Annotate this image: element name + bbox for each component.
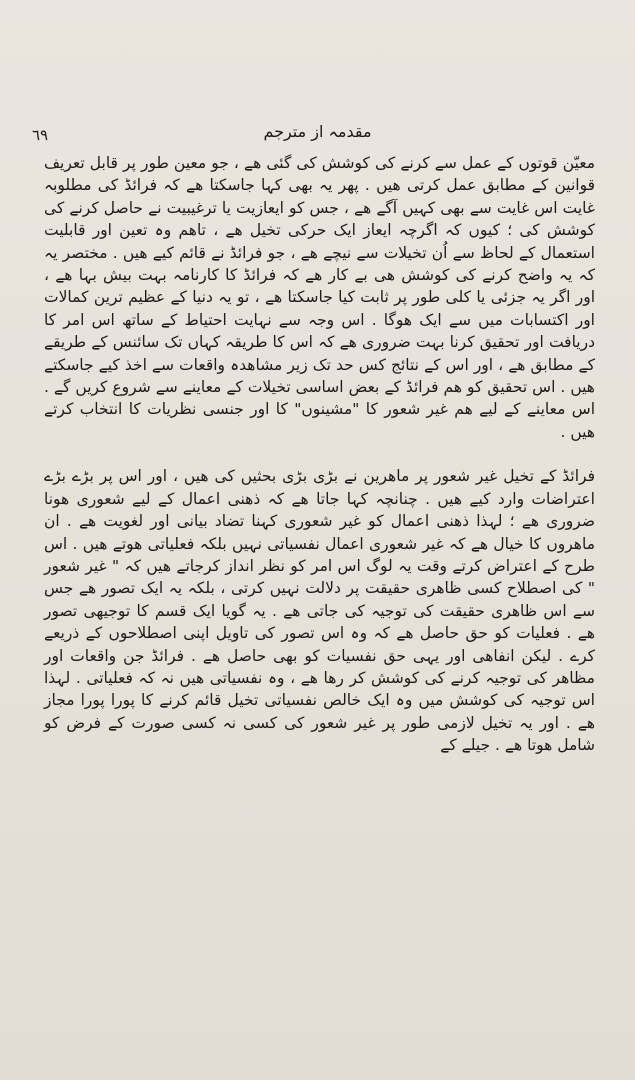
paragraph: معیّن قوتوں کے عمل سے کرنے کی کوشش کی گئی ھے ، جو معین طور پر قابل تعریف قوانین کے مطابق عمل کرتی ھیں . پھر یہ بھی کہا جاسکتا ھے کہ فرائڈ کی مطلوبہ غایت اس غایت سے بھی کہیں آگے ھے ، جس کو ایعازیت یا ترغیبیت نے حاصل کرنے کی کوشش کی ؛ کیوں کہ اگرچہ ایعاز ایک حرکی تخیل ھے ، تاھم وہ تعین اور قابلیت استعمال کے لحاظ سے اُن تخیلات سے نیچے ھے ، جو فرائڈ نے قائم کیے ھیں . مختصر یہ کہ یہ واضح کرنے کی کوشش ھی بے کار ھے کہ فرائڈ کا کارنامہ بہت بیش بہا ھے ، اور اگر یہ جزئی یا کلی طور پر ثابت کیا جاسکتا ھے ، تو یہ دنیا کے عظیم ترین کمالات اور اکتسابات میں سے ایک ھوگا . اس وجہ سے نہایت احتیاط کے ساتھ اس امر کا دریافت اور تحقیق کرنا بہت ضروری ھے کہ اس کا طریقہ کہاں تک سائنس کے طریقے کے مطابق ھے ، اور اس کے نتائج کس حد تک زیر مشاھدہ واقعات سے اخذ کیے جاسکتے ھیں . اس تحقیق کو ھم فرائڈ کے بعض اساسی تخیلات کے معاینے سے شروع کریں گے . اس معاینے کے لیے ھم غیر شعور کا "مشینوں" کا اور جنسی نظریات کا انتخاب کرتے ھیں . [44, 154, 595, 441]
page-number: ٦٩ [32, 126, 49, 144]
running-head: مقدمہ از مترجم [263, 122, 372, 141]
body-text [44, 152, 595, 757]
paragraph: فرائڈ کے تخیل غیر شعور پر ماھرین نے بڑی بڑی بحثیں کی ھیں ، اور اس پر بڑے بڑے اعتراضات وارد کیے ھیں . چنانچہ کہا جاتا ھے کہ ذھنی اعمال کے لیے شعوری ھونا ضروری ھے ؛ لہذا ذھنی اعمال کو غیر شعوری کہنا تضاد بیانی اور لغویت ھے . ان ماھروں کا خیال ھے کہ غیر شعوری اعمال نفسیاتی نہیں بلکہ فعلیاتی ھوتے ھیں . اس طرح کے اعتراض کرتے وقت یہ لوگ اس امر کو نظر انداز کرجاتے ھیں کہ " غیر شعور " کی اصطلاح کسی ظاھری حقیقت پر دلالت نہیں کرتی ، بلکہ یہ ایک تصور ھے جس سے اس ظاھری حقیقت کی توجیہ کی جاتی ھے . یہ گویا ایک قسم کا توجیھی تصور ھے . فعلیات کو حق حاصل ھے کہ وہ اس تصور کی تاویل اپنی اصطلاحوں کے ذریعے کرے . لیکن انفاهی اور یہی حق نفسیات کو بھی حاصل ھے . فرائڈ جن واقعات اور مظاھر کی توجیہ کرنے کی کوشش کر رھا ھے ، وہ نفسیاتی ھیں نہ کہ فعلیاتی . لہذا اس توجیہ کی کوشش میں وہ ایک خالص نفسیاتی تخیل قائم کرنے کا پورا پورا مجاز ھے . اور یہ تخیل لازمی طور پر غیر شعور کی کسی نہ کسی صورت کے فرض کو شامل ھوتا ھے . جیلے کے [44, 467, 595, 755]
